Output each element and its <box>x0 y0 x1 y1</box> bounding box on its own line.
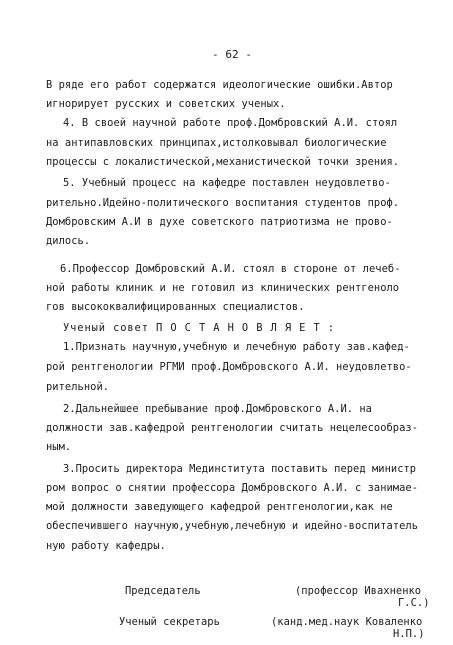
body-line: 4. В своей научной работе проф.Домбровский А.И. стоял <box>63 117 398 129</box>
body-line: ную работу кафедры. <box>46 540 166 552</box>
body-line: дилось. <box>46 235 91 247</box>
body-line: ной работы клиник и не готовил из клинических рентгеноло <box>46 282 400 294</box>
body-line: игнорирует русских и советских ученых. <box>46 98 286 110</box>
body-line: рительно.Идейно-политического воспитания студентов проф. <box>46 197 400 209</box>
body-line: 1.Признать научную,учебную и лечебную работу зав.кафед- <box>63 341 410 353</box>
body-line: 5. Учебный процесс на кафедре поставлен неудовлетво- <box>63 177 391 189</box>
body-line: мой должности заведующего кафедрой рентгенологии,как не <box>46 501 393 513</box>
body-line: рой рентгенологии РГМИ проф.Домбровского А.И. неудовлетво- <box>46 361 412 373</box>
page-number: - 62 - <box>212 48 253 61</box>
chair-name: (профессор Ивахненко <box>295 585 422 597</box>
body-line: должности зав.кафедрой рентгенологии считать нецелесообраз- <box>46 422 419 434</box>
body-line: обеспечившего научную,учебную,лечебную и идейно-воспитатель <box>46 520 419 532</box>
secretary-name: (канд.мед.наук Коваленко <box>271 616 423 628</box>
body-line: В ряде его работ содержатся идеологические ошибки.Автор <box>46 79 393 91</box>
body-line: на антипавловских принципах,истолковывал биологические <box>46 137 387 149</box>
secretary-initials: Н.П.) <box>393 628 425 640</box>
body-line: ным. <box>46 441 72 453</box>
chair-initials: Г.С.) <box>398 597 430 609</box>
body-line: Домбровским А.И в духе советского патриотизма не прово- <box>46 216 393 228</box>
body-line: 6.Профессор Домбровский А.И. стоял в стороне от лечеб- <box>60 263 401 275</box>
body-line: гов высококвалифицированных специалистов. <box>46 301 305 313</box>
body-line: рительной. <box>46 381 110 393</box>
body-line: 2.Дальнейшее пребывание проф.Домбровского А.И. на <box>63 403 372 415</box>
secretary-label: Ученый секретарь <box>119 616 220 628</box>
resolution-heading: Ученый совет П О С Т А Н О В Л Я Е Т : <box>63 322 335 334</box>
body-line: процессы с локалистической,механистической точки зрения. <box>46 156 400 168</box>
chair-label: Председатель <box>125 585 201 597</box>
body-line: 3.Просить директора Мединститута поставить перед министр <box>63 463 417 475</box>
body-line: ром вопрос о снятии профессора Домбровского А.И. с занимае- <box>46 482 419 494</box>
